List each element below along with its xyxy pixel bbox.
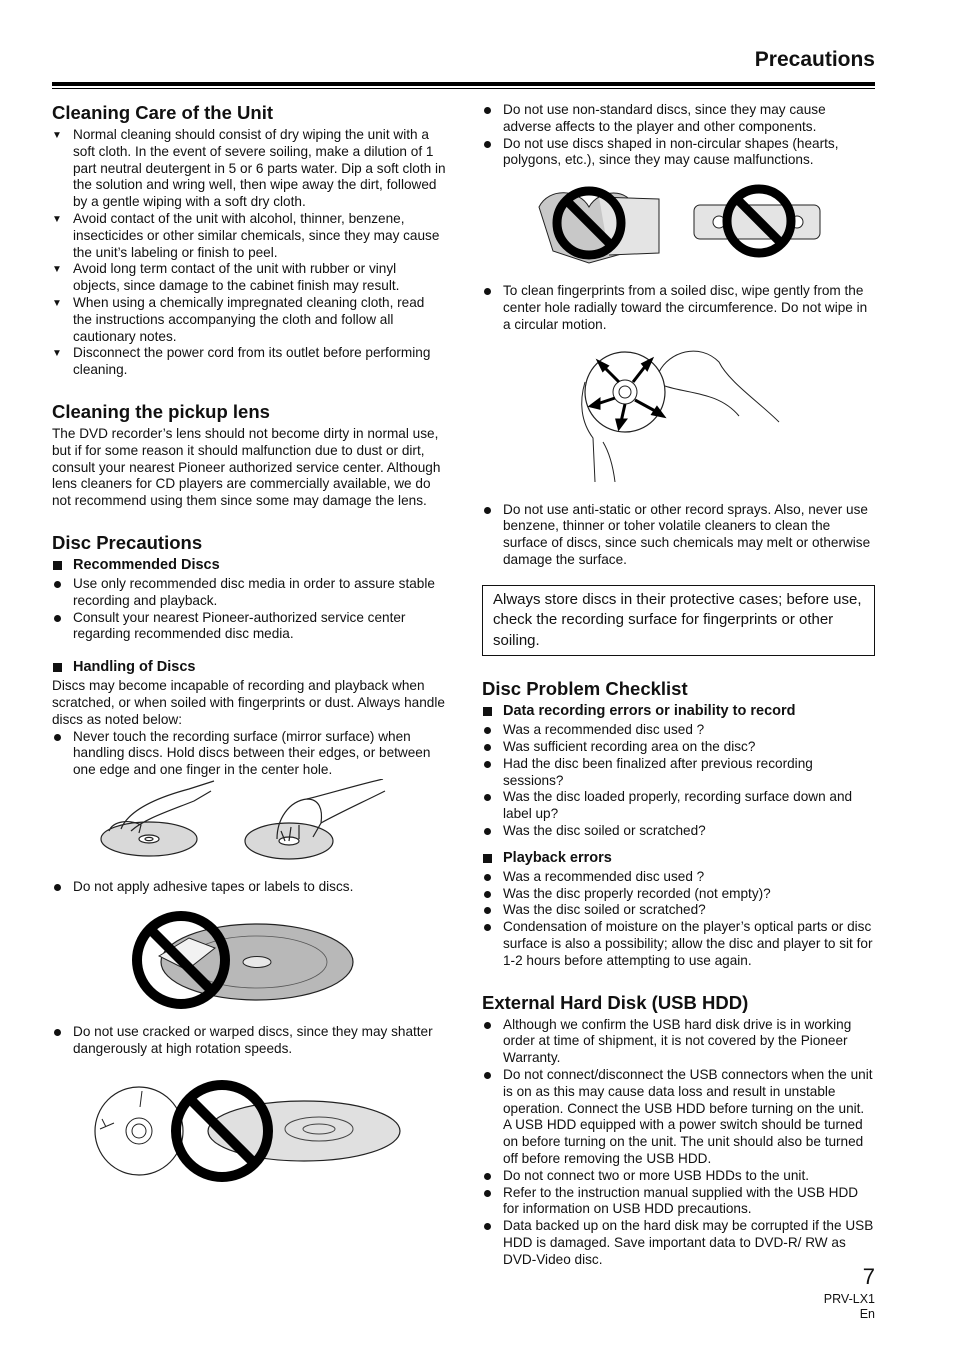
page-title: Precautions [754,48,875,71]
list-item: Do not apply adhesive tapes or labels to discs. [52,879,446,896]
header-rule-thin [52,88,875,89]
recommended-discs-list [52,576,446,643]
section-heading-checklist: Disc Problem Checklist [482,678,688,700]
list-item: Was a recommended disc used ? [482,869,875,886]
list-item: Condensation of moisture on the player’s optical parts or disc surface is also a possibility; allow the disc and player to sit for 1-2 hours before attempting to use again. [482,919,875,969]
cleaning-unit-list [52,127,446,379]
spray-list [482,502,875,569]
disc-holding-illustration [99,779,399,879]
list-item: Was the disc soiled or scratched? [482,902,875,919]
list-item: To clean fingerprints from a soiled disc, wipe gently from the center hole radially toward the circumference. Do not wipe in a circular motion. [482,283,875,333]
list-item: Was the disc loaded properly, recording surface down and label up? [482,789,875,823]
list-item: Although we confirm the USB hard disk drive is in working order at time of shipment, it is not covered by the Pioneer Warranty. [482,1017,875,1067]
list-item: ▼ Avoid contact of the unit with alcohol, thinner, benzene, insecticides or other similar chemicals, since they may cause the unit’s labeling or finish to peel. [52,211,446,261]
list-item: Do not use cracked or warped discs, since they may shatter dangerously at high rotation speeds. [52,1024,446,1058]
list-item: Do not use anti-static or other record sprays. Also, never use benzene, thinner or toher volatile cleaners to clean the surface of discs, since such chemicals may melt or otherwise damage the surface. [482,502,875,569]
handling-intro: Discs may become incapable of recording and playback when scratched, or when soiled with fingerprints or dust. Always handle discs as noted below: [52,678,445,727]
model-name: PRV-LX1 [823,1292,875,1306]
list-item: ▼ Avoid long term contact of the unit with rubber or vinyl objects, since damage to the cabinet finish may result. [52,261,446,295]
recording-errors-list [482,722,875,840]
no-labels-illustration [129,904,369,1014]
list-item: Do not connect/disconnect the USB connectors when the unit is on as this may cause data loss and result in unstable operation. Connect the USB HDD before turning on the unit. A USB HDD equipped with a power switch should be turned on before turning on the unit. The unit should also be turned off before removing the USB HDD. [482,1067,875,1168]
pickup-lens-text: The DVD recorder’s lens should not become dirty in normal use, but if for some reason it should malfunction due to dust or dirt, consult your nearest Pioneer authorized service center. Although lens cleaners for CD players are commercially available, we do not recommend using them since some may damage the lens. [52,425,441,509]
usb-hdd-list [482,1017,875,1269]
fingerprint-list [482,283,875,333]
list-item: Consult your nearest Pioneer-authorized service center regarding recommended disc media. [52,610,446,644]
list-item: Do not connect two or more USB HDDs to the unit. [482,1168,875,1185]
subheading-recording-errors: Data recording errors or inability to record [482,703,875,720]
list-item: Had the disc been finalized after previous recording sessions? [482,756,875,790]
list-item: Do not use non-standard discs, since they may cause adverse affects to the player and other components. [482,102,875,136]
cracked-warped-illustration [94,1071,404,1191]
playback-errors-list [482,869,875,970]
list-item: Data backed up on the hard disk may be corrupted if the USB HDD is damaged. Save important data to DVD-R/ RW as DVD-Video disc. [482,1218,875,1268]
list-item: Never touch the recording surface (mirror surface) when handling discs. Hold discs between their edges, or between one edge and one finger in the center hole. [52,729,446,779]
page-number: 7 [862,1264,875,1289]
list-item: ▼ When using a chemically impregnated cleaning cloth, read the instructions accompanying the cloth and follow all cautionary notes. [52,295,446,345]
left-column [52,102,446,1191]
section-heading-pickup-lens: Cleaning the pickup lens [52,400,270,422]
wiping-disc-illustration [569,342,789,492]
model-code [824,1292,875,1322]
storage-note-box: Always store discs in their protective cases; before use, check the recording surface for fingerprints or other soiling. [482,585,875,657]
handling-list-3 [52,1024,446,1058]
subheading-playback-errors: Playback errors [482,850,875,867]
section-heading-cleaning-unit: Cleaning Care of the Unit [52,102,273,123]
list-item: ▼ Disconnect the power cord from its outlet before performing cleaning. [52,345,446,379]
subheading-handling-discs: Handling of Discs [52,659,446,676]
list-item: Was the disc soiled or scratched? [482,823,875,840]
right-column [482,102,875,1269]
non-circular-discs-illustration [529,183,829,273]
list-item: Was sufficient recording area on the disc? [482,739,875,756]
handling-list-2 [52,879,446,896]
list-item: Was a recommended disc used ? [482,722,875,739]
section-heading-usb-hdd: External Hard Disk (USB HDD) [482,991,749,1013]
section-heading-disc-precautions: Disc Precautions [52,531,203,553]
disc-shape-list [482,102,875,169]
list-item: Do not use discs shaped in non-circular shapes (hearts, polygons, etc.), since they may cause malfunctions. [482,136,875,170]
list-item: Use only recommended disc media in order to assure stable recording and playback. [52,576,446,610]
subheading-recommended-discs: Recommended Discs [52,557,446,574]
handling-list-1 [52,729,446,779]
list-item: Refer to the instruction manual supplied with the USB HDD for information on USB HDD precautions. [482,1185,875,1219]
list-item: Was the disc properly recorded (not empty)? [482,886,875,903]
header-rule-thick [52,82,875,86]
language-code: En [859,1307,875,1321]
list-item: ▼ Normal cleaning should consist of dry wiping the unit with a soft cloth. In the event of severe soiling, make a dilution of 1 part neutral deutergent in 5 or 6 parts water. Dip a soft cloth in the solution and wring well, then wipe away the dirt, followed by a gentle wiping with a soft dry cloth. [52,127,446,211]
